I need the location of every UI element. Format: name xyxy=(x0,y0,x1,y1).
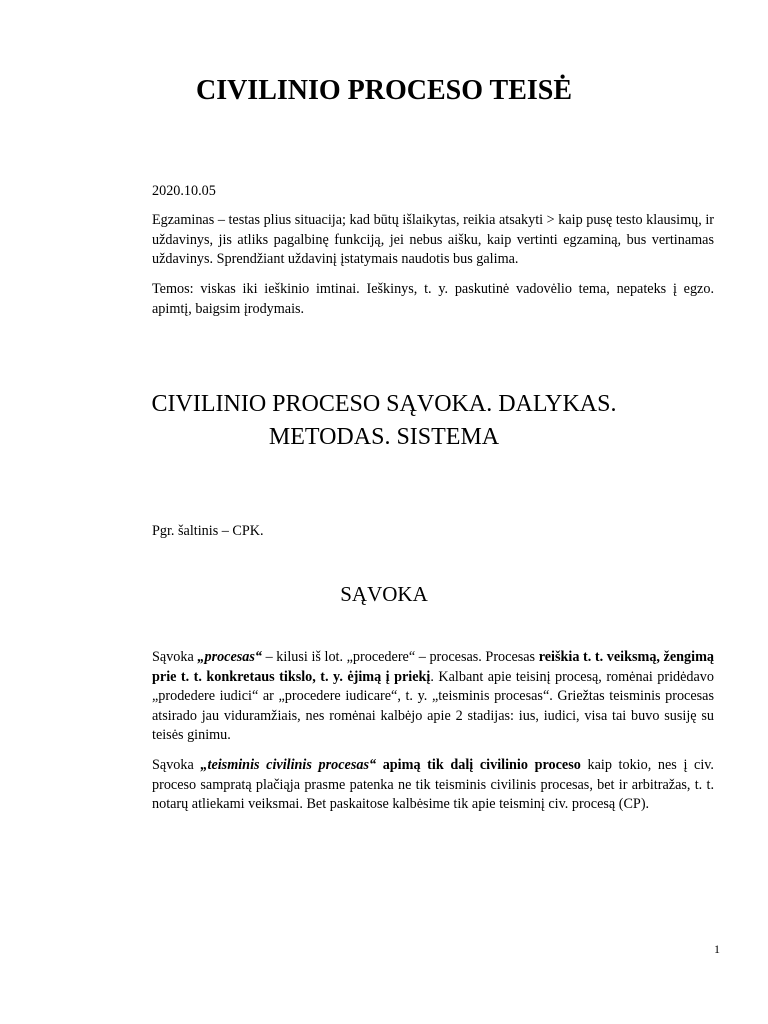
intro-paragraph-1-text: Egzaminas – testas plius situacija; kad būtų išlaikytas, reikia atsakyti > kaip pusę testo klausimų, ir uždavinys, jis atliks pagalbinę funkciją, jei nebus aišku, kaip vertinti egzaminą, bus vertinamas uždavinys. Sprendžiant uždavinį įstatymais naudotis bus galima. xyxy=(152,212,714,267)
subsection-heading-savoka: SĄVOKA xyxy=(340,582,428,606)
savoka-p1-text: – kilusi iš lot. „procedere“ – procesas. Procesas xyxy=(262,649,539,665)
section-heading-line-1: CIVILINIO PROCESO SĄVOKA. DALYKAS. xyxy=(151,391,617,417)
savoka-p1-term: „procesas“ xyxy=(197,649,263,665)
intro-paragraph-2 xyxy=(152,280,714,319)
source-note: Pgr. šaltinis – CPK. xyxy=(152,523,264,539)
lecture-date: 2020.10.05 xyxy=(152,183,216,199)
intro-paragraph-1 xyxy=(152,211,714,270)
section-heading-line-2: METODAS. SISTEMA xyxy=(268,424,500,450)
savoka-p1-bold: reiškia t. t. veiksmą, žengimą prie t. t. konkretaus tikslo, t. y. ėjimą į priekį xyxy=(152,649,714,685)
intro-paragraph-2-text: Temos: viskas iki ieškinio imtinai. Ieškinys, t. y. paskutinė vadovėlio tema, nepateks į egzo. apimtį, baigsim įrodymais. xyxy=(152,281,714,317)
savoka-p2-lead: Sąvoka xyxy=(152,757,201,773)
page-number: 1 xyxy=(714,942,720,956)
savoka-p1-lead: Sąvoka xyxy=(152,649,198,665)
savoka-p2-term: „teisminis civilinis procesas“ xyxy=(200,757,377,773)
savoka-p2-rest: kaip tokio, nes į civ. proceso sampratą plačiąja prasme patenka ne tik teisminis civilinis procesas, bet ir arbitražas, t. t. notarų atliekami veiksmai. Bet paskaitose kalbėsime tik apie teisminį civ. procesą (CP). xyxy=(152,757,714,812)
savoka-paragraph-2 xyxy=(152,756,714,815)
savoka-p1-rest: . Kalbant apie teisinį procesą, romėnai pridėdavo „prodedere iudici“ ar „procedere iudicare“, t. y. „teisminis procesas“. Griežtas teisminis procesas atsirado jau viduramžiais, nes romėnai kalbėjo apie 2 stadijas: ius, iudici, visa tai buvo susiję su teisės ginimu. xyxy=(152,668,714,743)
document-title: CIVILINIO PROCESO TEISĖ xyxy=(195,75,573,106)
savoka-p2-bold: apimą tik dalį civilinio proceso xyxy=(376,757,581,773)
savoka-paragraph-1 xyxy=(152,648,714,746)
